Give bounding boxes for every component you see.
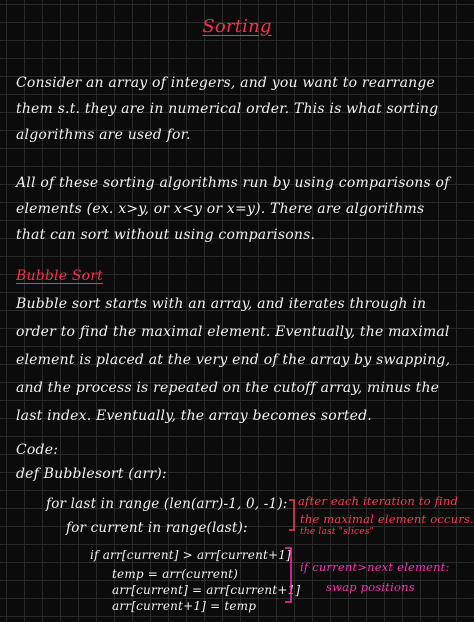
- swap-note-line-2: swap positions: [326, 580, 415, 594]
- code-line-if: if arr[current] > arr[current+1]: [90, 548, 291, 562]
- bubble-sort-paragraph: Bubble sort starts with an array, and iterates through in order to find the maximal element. Eventually, the maximal element is placed at the very end of the array by swapping, and the process is repeated on the cutoff array, minus the last index. Eventually, the array becomes sorted.: [16, 296, 451, 424]
- outer-loop-bracket: [289, 500, 294, 530]
- outer-loop-note-line-3: the last "slices": [300, 527, 374, 537]
- outer-loop-note-line-2: the maximal element occurs.: [300, 512, 474, 526]
- code-line-swap-2: arr[current+1] = temp: [112, 599, 257, 613]
- bubble-sort-heading: Bubble Sort: [16, 268, 103, 284]
- outer-loop-note-line-1: after each iteration to find: [298, 494, 459, 508]
- intro-paragraph-2: All of these sorting algorithms run by using comparisons of elements (ex. x>y, or x<y or x=y). There are algorithms that can sort without using comparisons.: [16, 175, 450, 243]
- code-line-inner-loop: for current in range(last):: [66, 520, 248, 536]
- code-line-def: def Bubblesort (arr):: [16, 466, 167, 482]
- code-line-outer-loop: for last in range (len(arr)-1, 0, -1):: [46, 496, 288, 512]
- code-line-swap-1: arr[current] = arr[current+1]: [112, 583, 301, 597]
- swap-note-line-1: if current>next element:: [300, 560, 450, 574]
- intro-paragraph-1: Consider an array of integers, and you want to rearrange them s.t. they are in numerical order. This is what sorting algorithms are used for.: [16, 75, 439, 143]
- code-line-temp: temp = arr(current): [112, 567, 239, 581]
- code-label: Code:: [16, 442, 59, 458]
- page-title: Sorting: [202, 16, 272, 37]
